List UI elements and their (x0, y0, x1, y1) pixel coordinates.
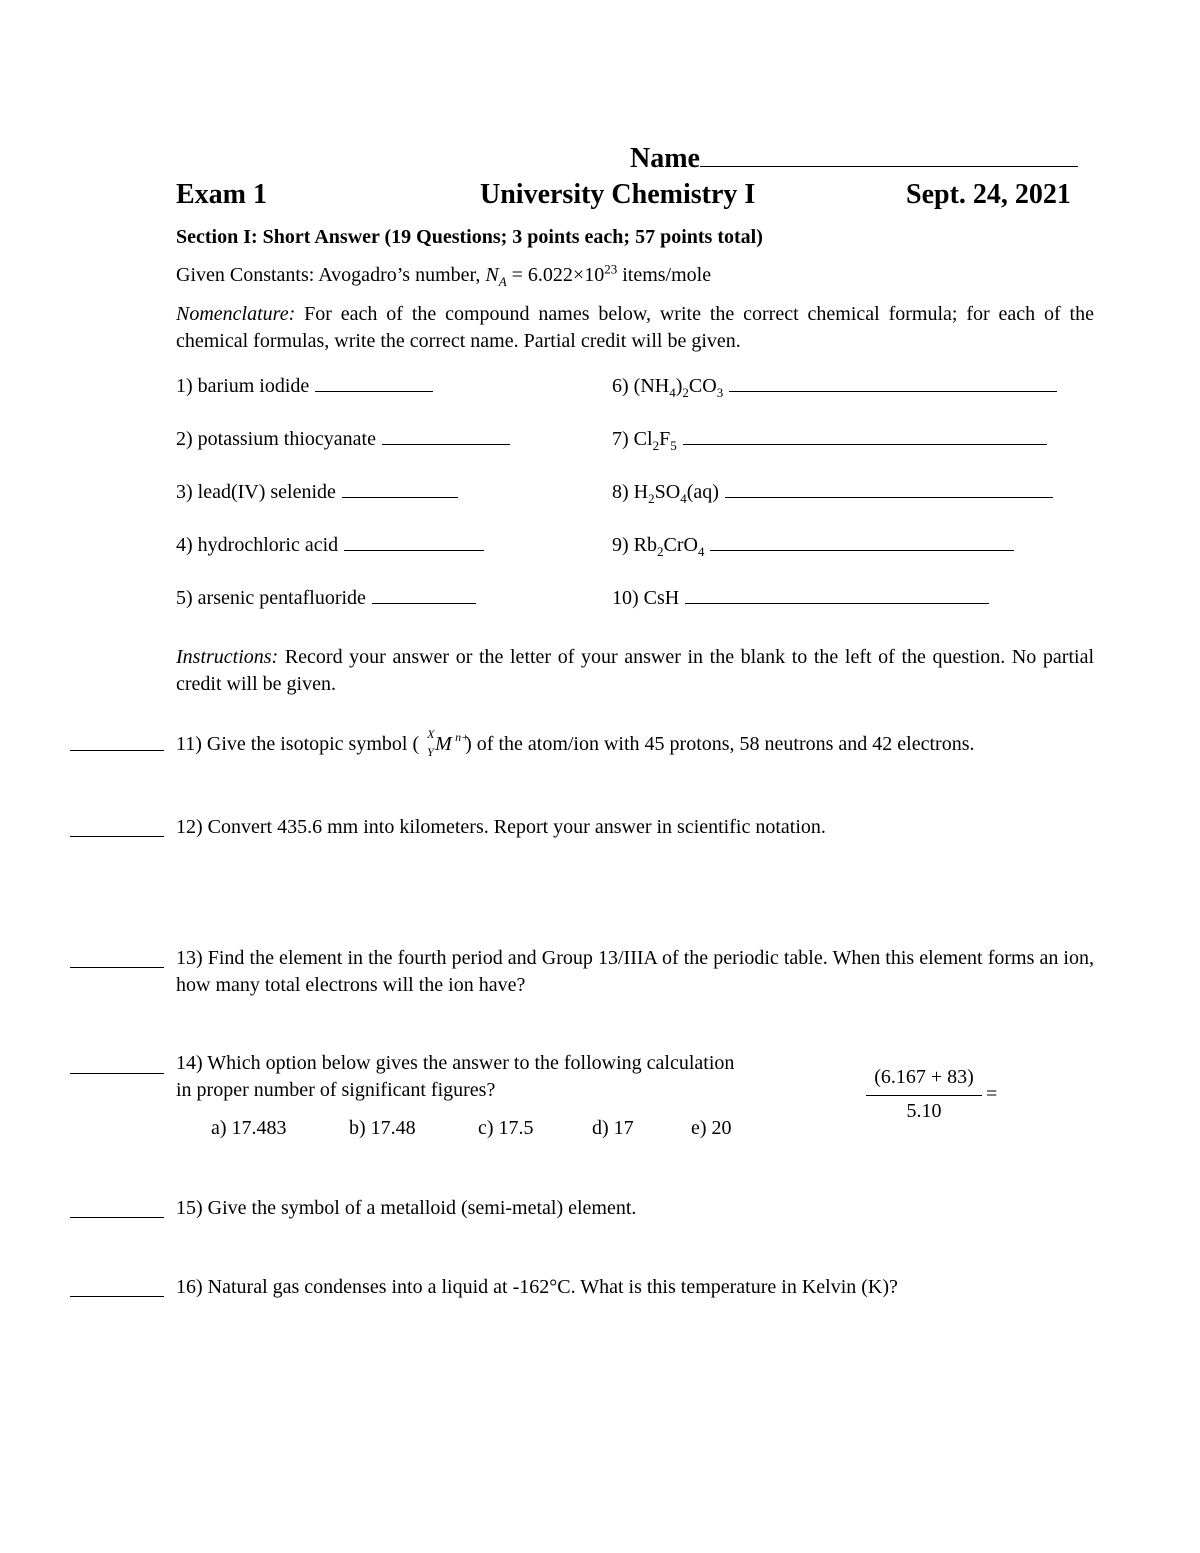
question-14-line1: 14) Which option below gives the answer to the following calculation (176, 1052, 735, 1074)
question-10: 10) CsH (612, 585, 989, 610)
question-12: 12) Convert 435.6 mm into kilometers. Report your answer in scientific notation. (176, 816, 826, 838)
isotopic-symbol: X Y M n+ (427, 727, 470, 759)
answer-blank-15[interactable] (70, 1217, 164, 1218)
option-c: c) 17.5 (478, 1117, 534, 1139)
answer-blank-1[interactable] (315, 373, 433, 392)
question-7: 7) $Cl_2F_5$ (612, 426, 1047, 451)
name-blank[interactable] (700, 142, 1078, 167)
instructions: Instructions: Record your answer or the letter of your answer in the blank to the left of the question. No partial credit will be given. (176, 646, 1094, 695)
calculation-denominator: 5.10 (906, 1100, 942, 1122)
answer-blank-14[interactable] (70, 1073, 164, 1074)
question-11: 11) Give the isotopic symbol ( X Y M n+ ) of the atom/ion with 45 protons, 58 neutrons and 42 electrons. (176, 727, 975, 759)
option-e: e) 20 (691, 1117, 732, 1139)
answer-blank-2[interactable] (382, 426, 510, 445)
answer-blank-6[interactable] (729, 373, 1057, 392)
exam-title: Exam 1 (176, 179, 267, 210)
question-4: 4) hydrochloric acid (176, 532, 484, 557)
question-1: 1) barium iodide (176, 373, 433, 398)
question-15: 15) Give the symbol of a metalloid (semi-metal) element. (176, 1197, 637, 1219)
answer-blank-5[interactable] (372, 585, 476, 604)
question-5: 5) arsenic pentafluoride (176, 585, 476, 610)
question-13: 13) Find the element in the fourth period and Group 13/IIIA of the periodic table. When this element forms an ion, how many total electrons will the ion have? (176, 947, 1094, 996)
question-16: 16) Natural gas condenses into a liquid at -162°C. What is this temperature in Kelvin (K)? (176, 1276, 898, 1298)
section-title: Section I: Short Answer (19 Questions; 3 points each; 57 points total) (176, 226, 763, 248)
answer-blank-12[interactable] (70, 836, 164, 837)
name-label: Name (630, 142, 1078, 176)
question-9: 9) $Rb_2CrO_4$ (612, 532, 1014, 557)
question-3: 3) lead(IV) selenide (176, 479, 458, 504)
calculation-numerator: (6.167 + 83) (874, 1066, 974, 1088)
answer-blank-7[interactable] (683, 426, 1047, 445)
option-a: a) 17.483 (211, 1117, 287, 1139)
option-d: d) 17 (592, 1117, 634, 1139)
question-2: 2) potassium thiocyanate (176, 426, 510, 451)
calculation-equals: = (986, 1083, 998, 1105)
question-6: 6) $(NH_4)_2CO_3$ (612, 373, 1057, 398)
answer-blank-9[interactable] (710, 532, 1014, 551)
answer-blank-4[interactable] (344, 532, 484, 551)
given-constants: Given Constants: Avogadro’s number, $N_A = 6.022\times 10^{23}$ items/mole (176, 261, 712, 289)
answer-blank-16[interactable] (70, 1296, 164, 1297)
answer-blank-3[interactable] (342, 479, 458, 498)
question-8: 8) $H_2SO_4(aq)$ (612, 479, 1053, 504)
exam-date: Sept. 24, 2021 (906, 179, 1071, 210)
course-title: University Chemistry I (480, 179, 756, 210)
answer-blank-11[interactable] (70, 750, 164, 751)
answer-blank-8[interactable] (725, 479, 1053, 498)
question-14-line2: in proper number of significant figures? (176, 1079, 496, 1101)
answer-blank-10[interactable] (685, 585, 989, 604)
answer-blank-13[interactable] (70, 967, 164, 968)
option-b: b) 17.48 (349, 1117, 416, 1139)
fraction-bar (866, 1095, 982, 1096)
nomenclature-instructions: Nomenclature: For each of the compound names below, write the correct chemical formula; for each of the chemical formulas, write the correct name. Partial credit will be given. (176, 303, 1094, 352)
